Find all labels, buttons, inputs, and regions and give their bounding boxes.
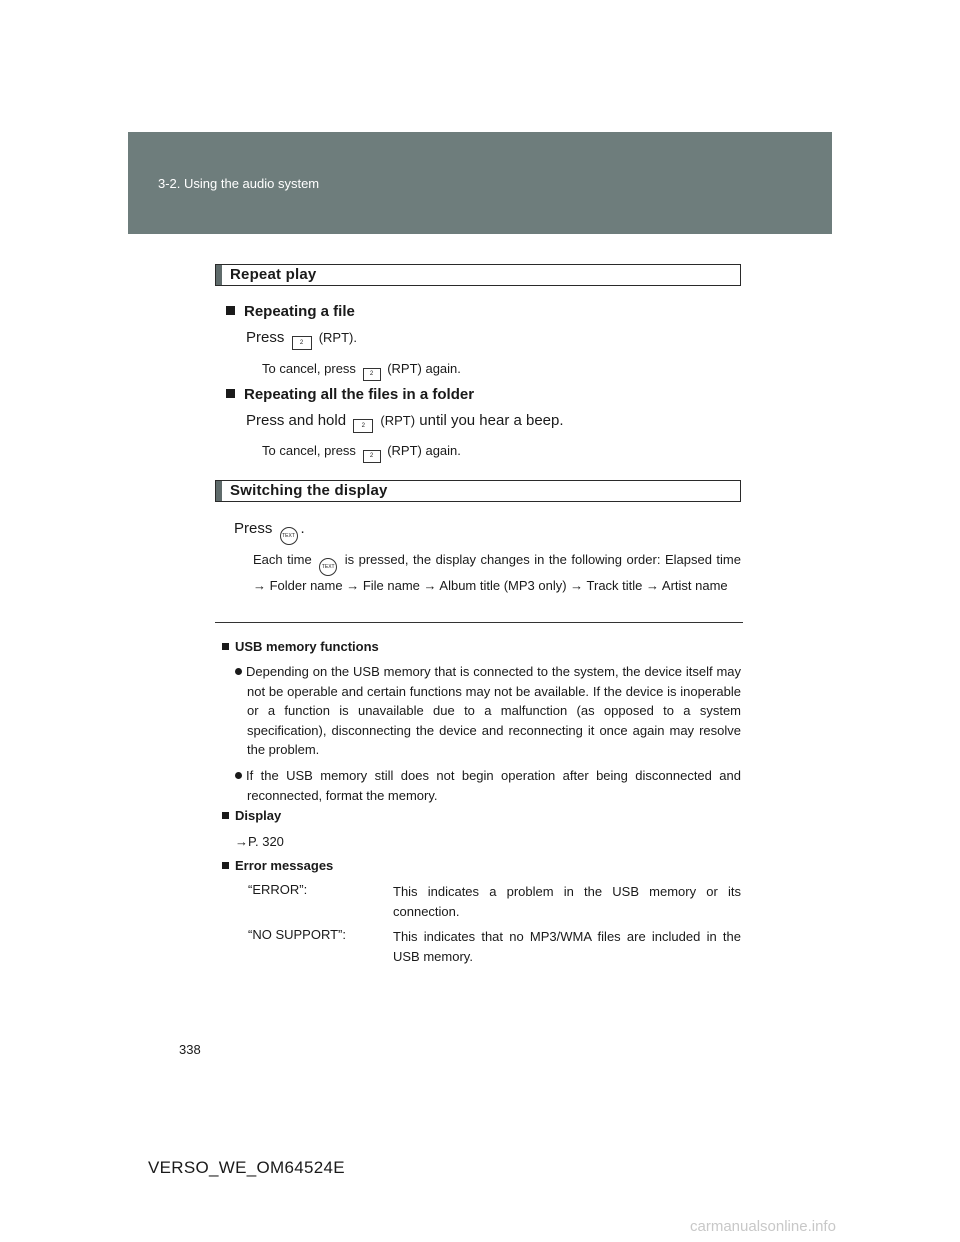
repeat-folder-cancel-note: To cancel, press 2 (RPT) again. (262, 443, 461, 463)
round-bullet-icon (235, 772, 242, 779)
square-bullet-icon (226, 306, 235, 315)
display-press-instruction: Press TEXT . (234, 520, 305, 545)
error-description: This indicates a problem in the USB memory or its connection. (393, 884, 741, 919)
repeat-file-cancel-note: To cancel, press 2 (RPT) again. (262, 361, 461, 381)
key-2-icon: 2 (363, 450, 381, 463)
repeat-folder-instruction: Press and hold 2 (RPT) until you hear a beep. (246, 412, 564, 433)
heading-accent-bar (216, 265, 222, 285)
repeat-play-title: Repeat play (230, 266, 317, 283)
error-description: This indicates that no MP3/WMA files are included in the USB memory. (393, 929, 741, 964)
switching-display-title: Switching the display (230, 482, 388, 499)
square-bullet-icon (222, 862, 229, 869)
key-2-icon: 2 (353, 419, 373, 433)
usb-bullet-2: If the USB memory still does not begin operation after being disconnected and reconnected, format the memory. (235, 766, 741, 805)
section-divider (215, 622, 743, 623)
error-messages-heading: Error messages (222, 858, 333, 873)
page-number: 338 (179, 1042, 201, 1057)
square-bullet-icon (222, 812, 229, 819)
repeat-file-heading: Repeating a file (226, 303, 355, 320)
square-bullet-icon (222, 643, 229, 650)
error-term: “ERROR”: (248, 882, 308, 897)
error-term: “NO SUPPORT”: (248, 927, 346, 942)
repeat-play-heading (215, 264, 741, 286)
round-bullet-icon (235, 668, 242, 675)
key-2-icon: 2 (292, 336, 312, 350)
heading-accent-bar (216, 481, 222, 501)
display-order-note: Each time TEXT is pressed, the display changes in the following order: Elapsed time → Folder name → File name → Album title (MP3 only) → Track title → Artist name (253, 552, 741, 593)
square-bullet-icon (226, 389, 235, 398)
watermark: carmanualsonline.info (690, 1218, 836, 1235)
repeat-folder-heading: Repeating all the files in a folder (226, 386, 474, 403)
section-label: 3-2. Using the audio system (158, 176, 320, 191)
display-note-heading: Display (222, 808, 281, 823)
section-header-band (128, 132, 832, 234)
text-button-icon: TEXT (319, 558, 337, 576)
document-code: VERSO_WE_OM64524E (148, 1158, 345, 1177)
switching-display-heading (215, 480, 741, 502)
text-button-icon: TEXT (280, 527, 298, 545)
key-2-icon: 2 (363, 368, 381, 381)
display-page-reference: →P. 320 (235, 834, 284, 849)
repeat-file-instruction: Press 2 (RPT). (246, 329, 357, 350)
usb-functions-heading: USB memory functions (222, 639, 379, 654)
usb-bullet-1: Depending on the USB memory that is connected to the system, the device itself may not be operable and certain functions may not be available. If the device is inoperable or a function is unavailable due to a malfunction (as opposed to a system specification), disconnecting the device and reconnecting it once again may resolve the problem. (235, 662, 741, 760)
